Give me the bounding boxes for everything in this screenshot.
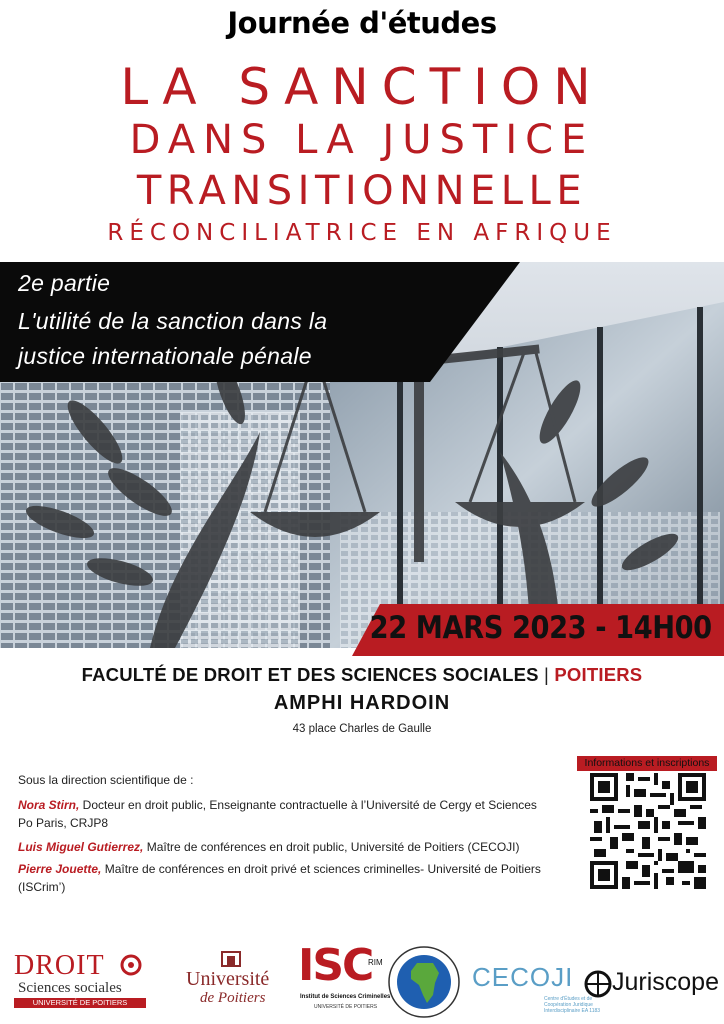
venue-faculty: FACULTÉ DE DROIT ET DES SCIENCES SOCIALES [81, 664, 539, 685]
isc-logo-subtitle: Institut de Sciences Criminelles [300, 994, 391, 1000]
director-desc: Docteur en droit public, Enseignante contractuelle à l’Université de Cergy et Sciences Po Paris, CRJP8 [18, 798, 537, 830]
part-title-line-1: L'utilité de la sanction dans la [18, 308, 328, 334]
venue-separator: | [544, 664, 550, 685]
director-desc: Maître de conférences en droit public, Université de Poitiers (CECOJI) [143, 840, 520, 854]
direction-intro: Sous la direction scientifique de : [18, 773, 194, 787]
registration-qr-code[interactable] [590, 773, 706, 889]
title-line-4: RÉCONCILIATRICE EN AFRIQUE [107, 220, 617, 246]
event-kicker: Journée d'études [227, 6, 497, 40]
droit-logo-university: UNIVERSITÉ DE POITIERS [14, 998, 146, 1008]
part-number: 2e partie [18, 270, 111, 296]
isc-logo-sup: RIM [368, 958, 383, 967]
title-line-1: LA SANCTION [120, 58, 604, 116]
director-pierre-jouette [18, 860, 558, 896]
univ-logo-city: de Poitiers [200, 990, 266, 1006]
director-luis-miguel-gutierrez [18, 838, 578, 856]
isc-logo-word: ISC [298, 940, 373, 991]
title-line-3: TRANSITIONNELLE [136, 168, 588, 214]
crest-icon [220, 950, 242, 968]
director-name: Nora Stirn, [18, 798, 80, 812]
part-title-line-2: justice internationale pénale [18, 343, 312, 369]
venue-line [0, 664, 724, 686]
rosette-icon [120, 954, 142, 976]
juriscope-logo [584, 966, 718, 1002]
cecoji-logo [472, 962, 601, 1014]
venue-room: AMPHI HARDOIN [273, 692, 451, 714]
isc-logo-university: UNIVERSITÉ DE POITIERS [314, 1004, 378, 1010]
universite-de-poitiers-logo [186, 950, 276, 1012]
droit-sciences-sociales-logo [14, 950, 174, 1010]
venue-city: POITIERS [554, 664, 643, 685]
juriscope-logo-word: Juriscope [612, 968, 719, 996]
event-date-time: 22 MARS 2023 - 14H00 [369, 610, 712, 646]
cecoji-logo-word: CECOJI [472, 962, 574, 992]
univ-logo-word: Université [186, 968, 270, 990]
cecoji-logo-subtitle: Centre d'Études et de Coopération Juridique Interdisciplinaire EA 1183 [544, 996, 601, 1014]
director-nora-stirn [18, 796, 548, 832]
venue-address: 43 place Charles de Gaulle [292, 723, 432, 735]
director-desc: Maître de conférences en droit privé et sciences criminelles- Université de Poitiers (ISCrim’) [18, 862, 541, 894]
director-name: Luis Miguel Gutierrez, [18, 840, 144, 854]
globe-icon [584, 970, 612, 998]
iscrim-logo [296, 940, 391, 1020]
registration-label: Informations et inscriptions [577, 756, 717, 771]
droit-logo-subtitle: Sciences sociales [18, 980, 122, 996]
africa-association-seal-icon [387, 945, 461, 1019]
droit-logo-word: DROIT [14, 950, 105, 981]
director-name: Pierre Jouette, [18, 862, 102, 876]
title-line-2: DANS LA JUSTICE [129, 117, 595, 163]
